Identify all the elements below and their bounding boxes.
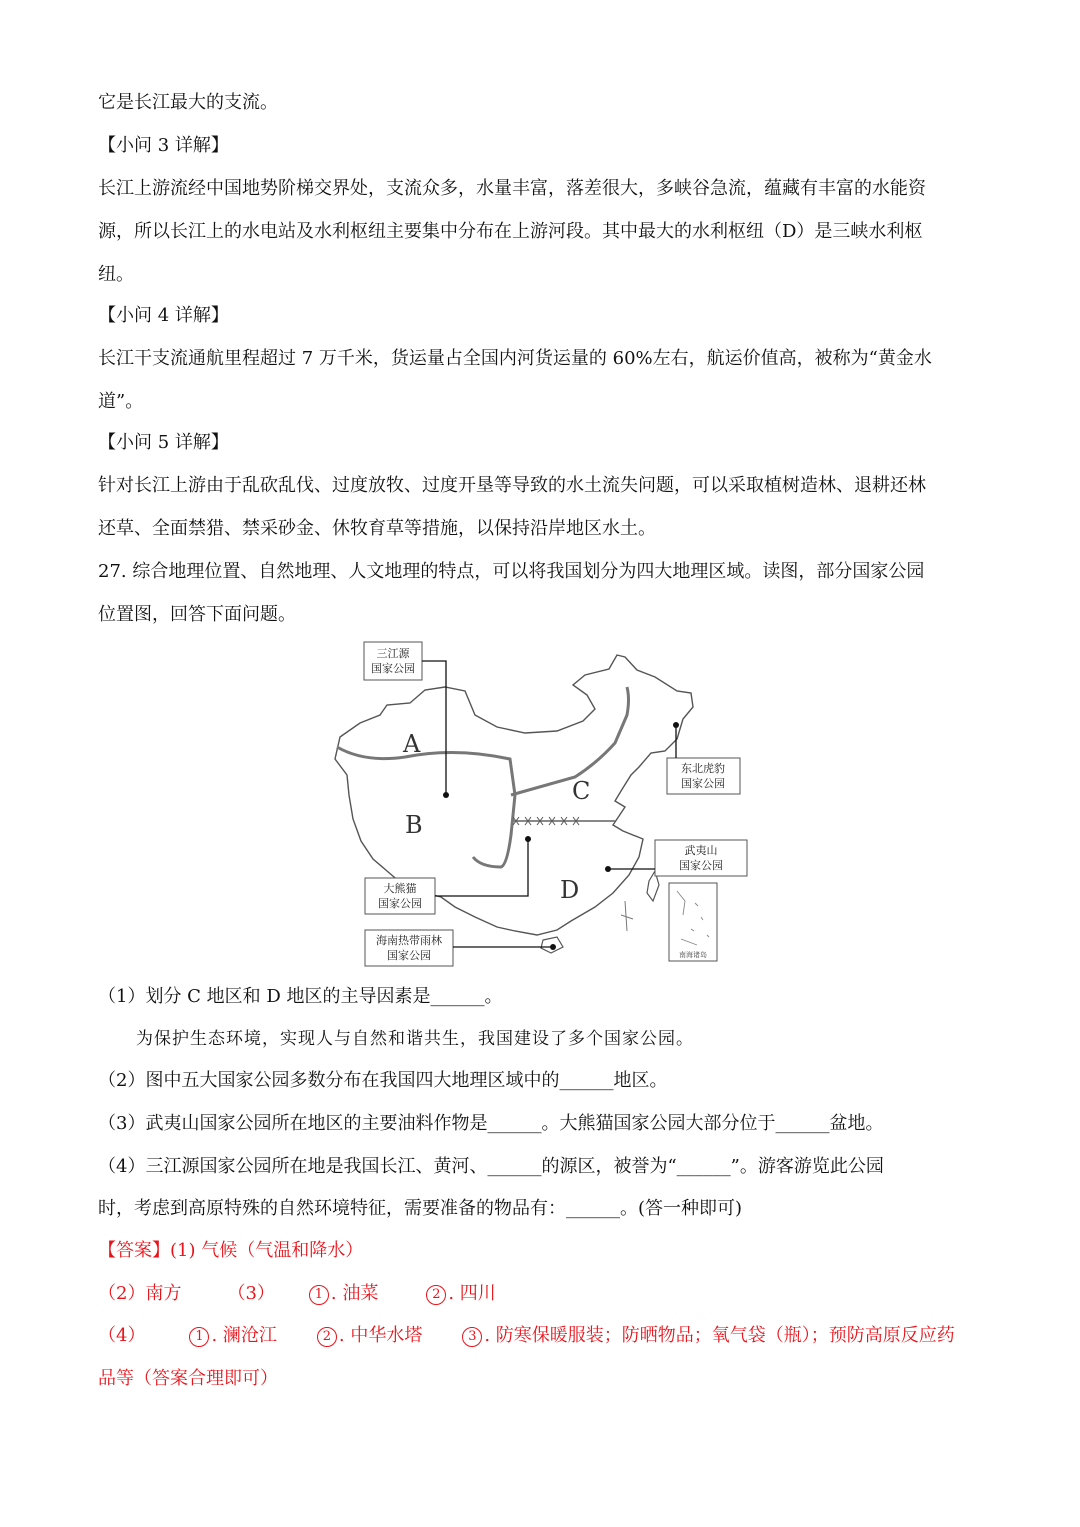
region-b-label: B (405, 811, 423, 839)
answer-3-1: . 油菜 (330, 1283, 379, 1304)
region-c-label: C (572, 777, 591, 805)
sanjiangyuan-leader (422, 661, 446, 680)
boundary-a-b (337, 747, 515, 867)
sub-question-5-heading: 【小问 5 详解】 (98, 432, 229, 453)
question-4: 时，考虑到高原特殊的自然环境特征，需要准备的物品有：______。(答一种即可) (98, 1198, 743, 1219)
panda-label: 大熊猫 (383, 882, 417, 895)
answer-line-1 (98, 1240, 363, 1262)
hainan-label: 海南热带雨林 (376, 934, 442, 947)
answer-3-2-number: 2 (426, 1285, 446, 1305)
answer-4-tail: 品等（答案合理即可） (98, 1368, 278, 1389)
south-china-sea-outline (621, 901, 633, 931)
panda-label: 国家公园 (378, 897, 422, 910)
hainan-marker (550, 944, 556, 950)
panda-marker (525, 836, 531, 842)
sanjiangyuan-label: 三江源 (376, 647, 410, 660)
answer-4-3-number: 3 (462, 1327, 482, 1347)
hainan-label: 国家公园 (387, 949, 431, 962)
answer-line-2 (98, 1283, 496, 1305)
answer-4-2: . 中华水塔 (338, 1325, 423, 1346)
question-3: （3）武夷山国家公园所在地区的主要油料作物是______。大熊猫国家公园大部分位于______盆地。 (98, 1113, 884, 1134)
answer-4-2-number: 2 (317, 1327, 337, 1347)
answer-2: （2）南方 (98, 1283, 182, 1304)
paragraph: 纽。 (98, 264, 134, 285)
panda-leader (435, 841, 528, 896)
paragraph: 针对长江上游由于乱砍乱伐、过度放牧、过度开垦等导致的水土流失问题，可以采取植树造林、退耕还林 (98, 475, 926, 496)
question-note: 为保护生态环境，实现人与自然和谐共生，我国建设了多个国家公园。 (136, 1029, 694, 1049)
dongbei-marker (673, 722, 679, 728)
answer-4-3: . 防寒保暖服装；防晒物品；氧气袋（瓶）；预防高原反应药 (484, 1325, 955, 1346)
answer-1: (1) 气候（气温和降水） (170, 1240, 364, 1261)
question-27-stem: 27. 综合地理位置、自然地理、人文地理的特点，可以将我国划分为四大地理区域。读图，部分国家公园 (98, 561, 925, 582)
wuyi-marker (605, 866, 611, 872)
paragraph: 源，所以长江上的水电站及水利枢纽主要集中分布在上游河段。其中最大的水利枢纽（D）是三峡水利枢 (98, 221, 923, 242)
answer-tag: 【答案】 (98, 1240, 170, 1261)
sub-question-4-heading: 【小问 4 详解】 (98, 305, 229, 326)
answer-3-2: . 四川 (448, 1283, 496, 1304)
paragraph: 它是长江最大的支流。 (98, 92, 278, 113)
answer-line-4 (98, 1325, 955, 1347)
answer-4-1: . 澜沧江 (211, 1325, 277, 1346)
question-2: （2）图中五大国家公园多数分布在我国四大地理区域中的______地区。 (98, 1070, 668, 1091)
answer-4-lead: （4） (98, 1325, 146, 1346)
dongbei-label: 东北虎豹 (681, 762, 725, 775)
question-27-stem: 位置图，回答下面问题。 (98, 604, 296, 625)
question-4: （4）三江源国家公园所在地是我国长江、黄河、______的源区，被誉为“______”。游客游览此公园 (98, 1156, 884, 1177)
dongbei-label: 国家公园 (681, 777, 725, 790)
sub-question-3-heading: 【小问 3 详解】 (98, 135, 229, 156)
question-1: （1）划分 C 地区和 D 地区的主导因素是______。 (98, 986, 503, 1007)
wuyi-label: 国家公园 (679, 859, 723, 872)
paragraph: 长江上游流经中国地势阶梯交界处，支流众多，水量丰富，落差很大，多峡谷急流，蕴藏有丰富的水能资 (98, 178, 926, 199)
inset-label: 南海诸岛 (679, 951, 707, 959)
sanjiangyuan-label: 国家公园 (371, 662, 415, 675)
paragraph: 还草、全面禁猎、禁采砂金、休牧育草等措施，以保持沿岸地区水土。 (98, 518, 656, 539)
wuyi-label: 武夷山 (684, 844, 718, 857)
paragraph: 长江干支流通航里程超过 7 万千米，货运量占全国内河货运量的 60%左右，航运价值高，被称为“黄金水 (98, 348, 932, 369)
paragraph: 道”。 (98, 391, 144, 412)
sanjiangyuan-marker (443, 792, 449, 798)
china-national-parks-map (325, 635, 765, 970)
south-china-sea-inset (669, 883, 717, 961)
answer-3-1-number: 1 (309, 1285, 329, 1305)
boundary-north-line (511, 687, 629, 795)
region-a-label: A (403, 730, 421, 758)
answer-3-lead: （3） (227, 1283, 275, 1304)
region-d-label: D (560, 876, 580, 904)
answer-4-1-number: 1 (189, 1327, 209, 1347)
